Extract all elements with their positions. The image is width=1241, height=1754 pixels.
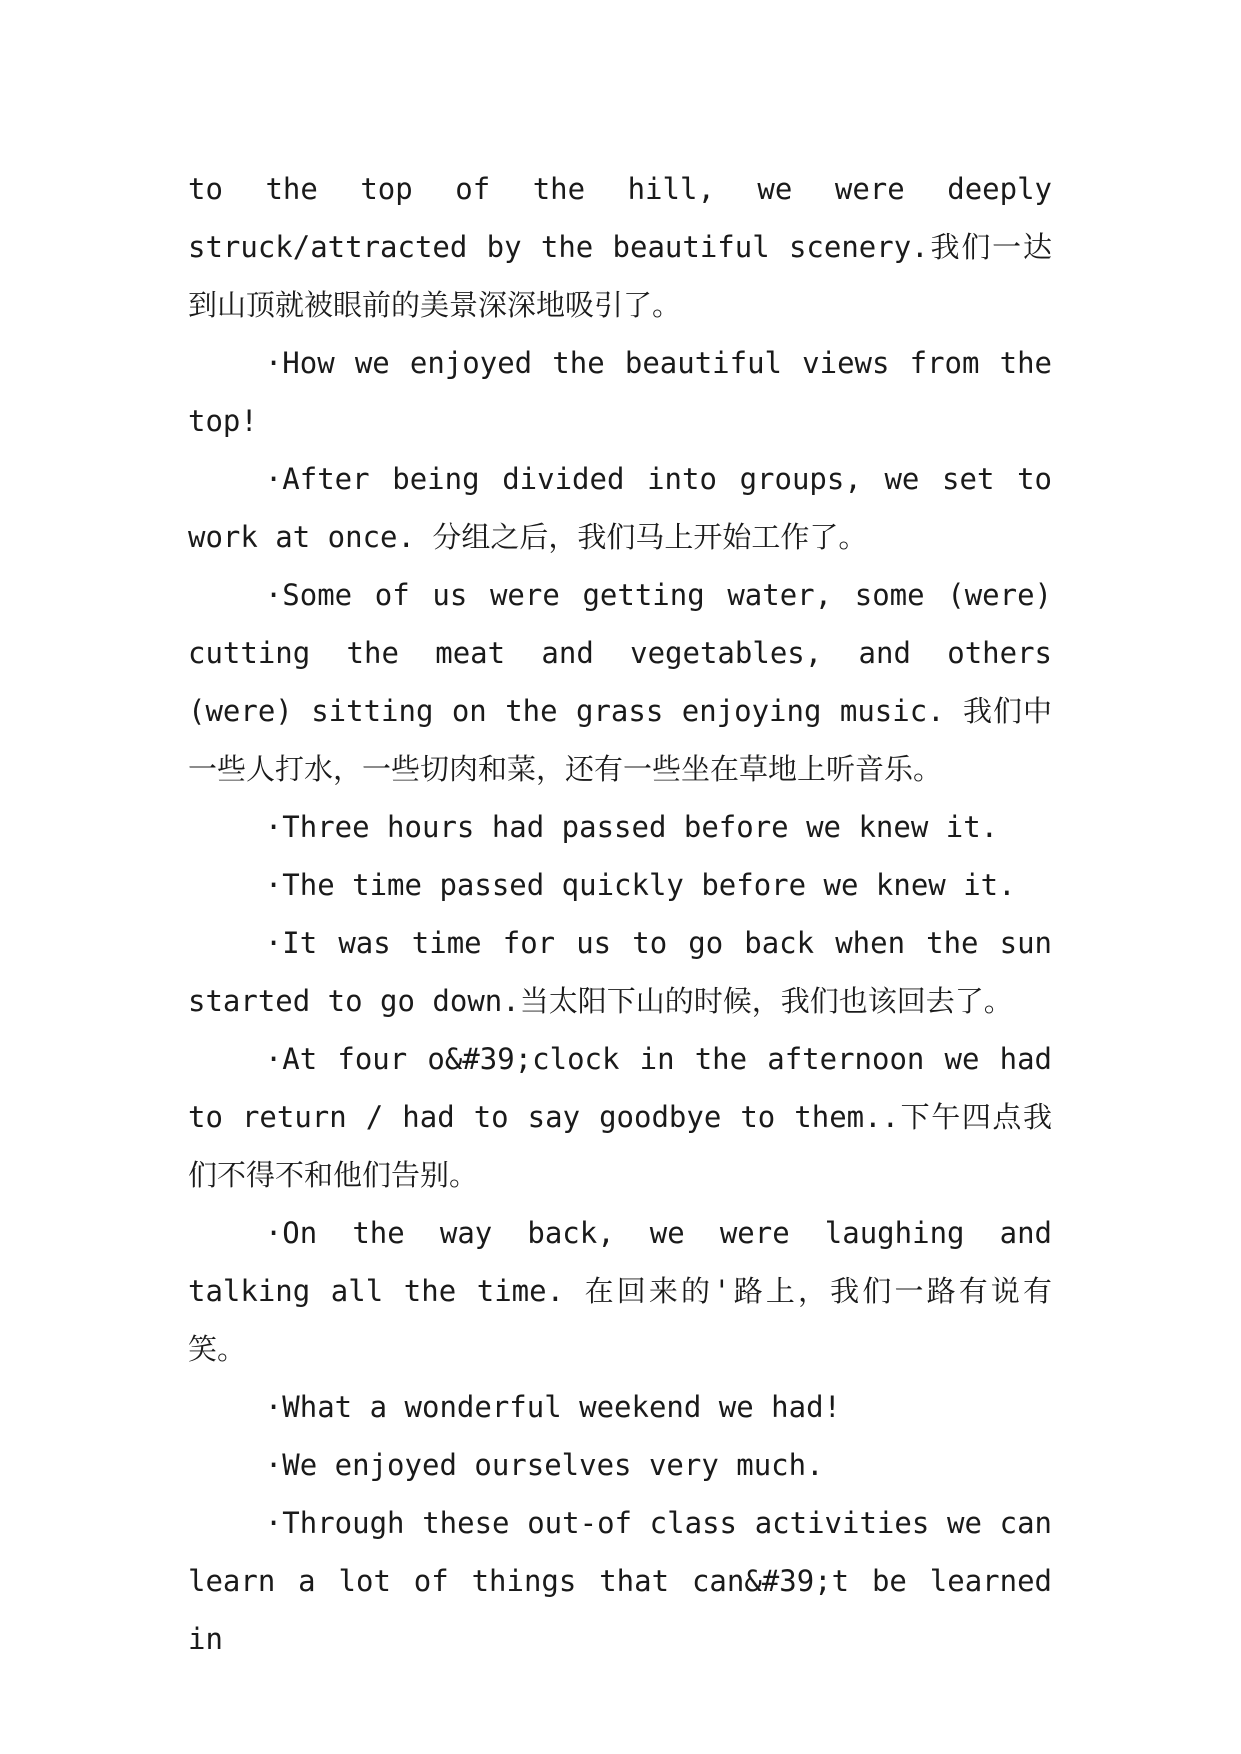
bullet-paragraph: ·We enjoyed ourselves very much. (264, 1448, 824, 1482)
bullet-paragraph: ·After being divided into groups, we set to work at once. 分组之后，我们马上开始工作了。 (188, 462, 1052, 554)
bullet-paragraph: ·At four o&#39;clock in the afternoon we had to return / had to say goodbye to them..下午四点我们不得不和他们告别。 (188, 1042, 1052, 1192)
bullet-paragraph: ·What a wonderful weekend we had! (264, 1390, 842, 1424)
bullet-paragraph: ·How we enjoyed the beautiful views from the top! (188, 346, 1052, 438)
bullet-paragraph: ·It was time for us to go back when the sun started to go down.当太阳下山的时候，我们也该回去了。 (188, 926, 1052, 1018)
bullet-paragraph: ·The time passed quickly before we knew it. (264, 868, 1016, 902)
bullet-paragraph: ·Three hours had passed before we knew it. (264, 810, 999, 844)
bullet-paragraph: ·Some of us were getting water, some (were) cutting the meat and vegetables, and others (were) sitting on the grass enjoying music. 我们中一些人打水，一些切肉和菜，还有一些坐在草地上听音乐。 (188, 578, 1052, 786)
document-body (188, 160, 1052, 1668)
paragraph: to the top of the hill, we were deeply struck/attracted by the beautiful scenery.我们一达到山顶就被眼前的美景深深地吸引了。 (188, 172, 1052, 322)
bullet-paragraph: ·Through these out-of class activities we can learn a lot of things that can&#39;t be learned in (188, 1506, 1052, 1656)
bullet-paragraph: ·On the way back, we were laughing and talking all the time. 在回来的'路上，我们一路有说有笑。 (188, 1216, 1052, 1366)
